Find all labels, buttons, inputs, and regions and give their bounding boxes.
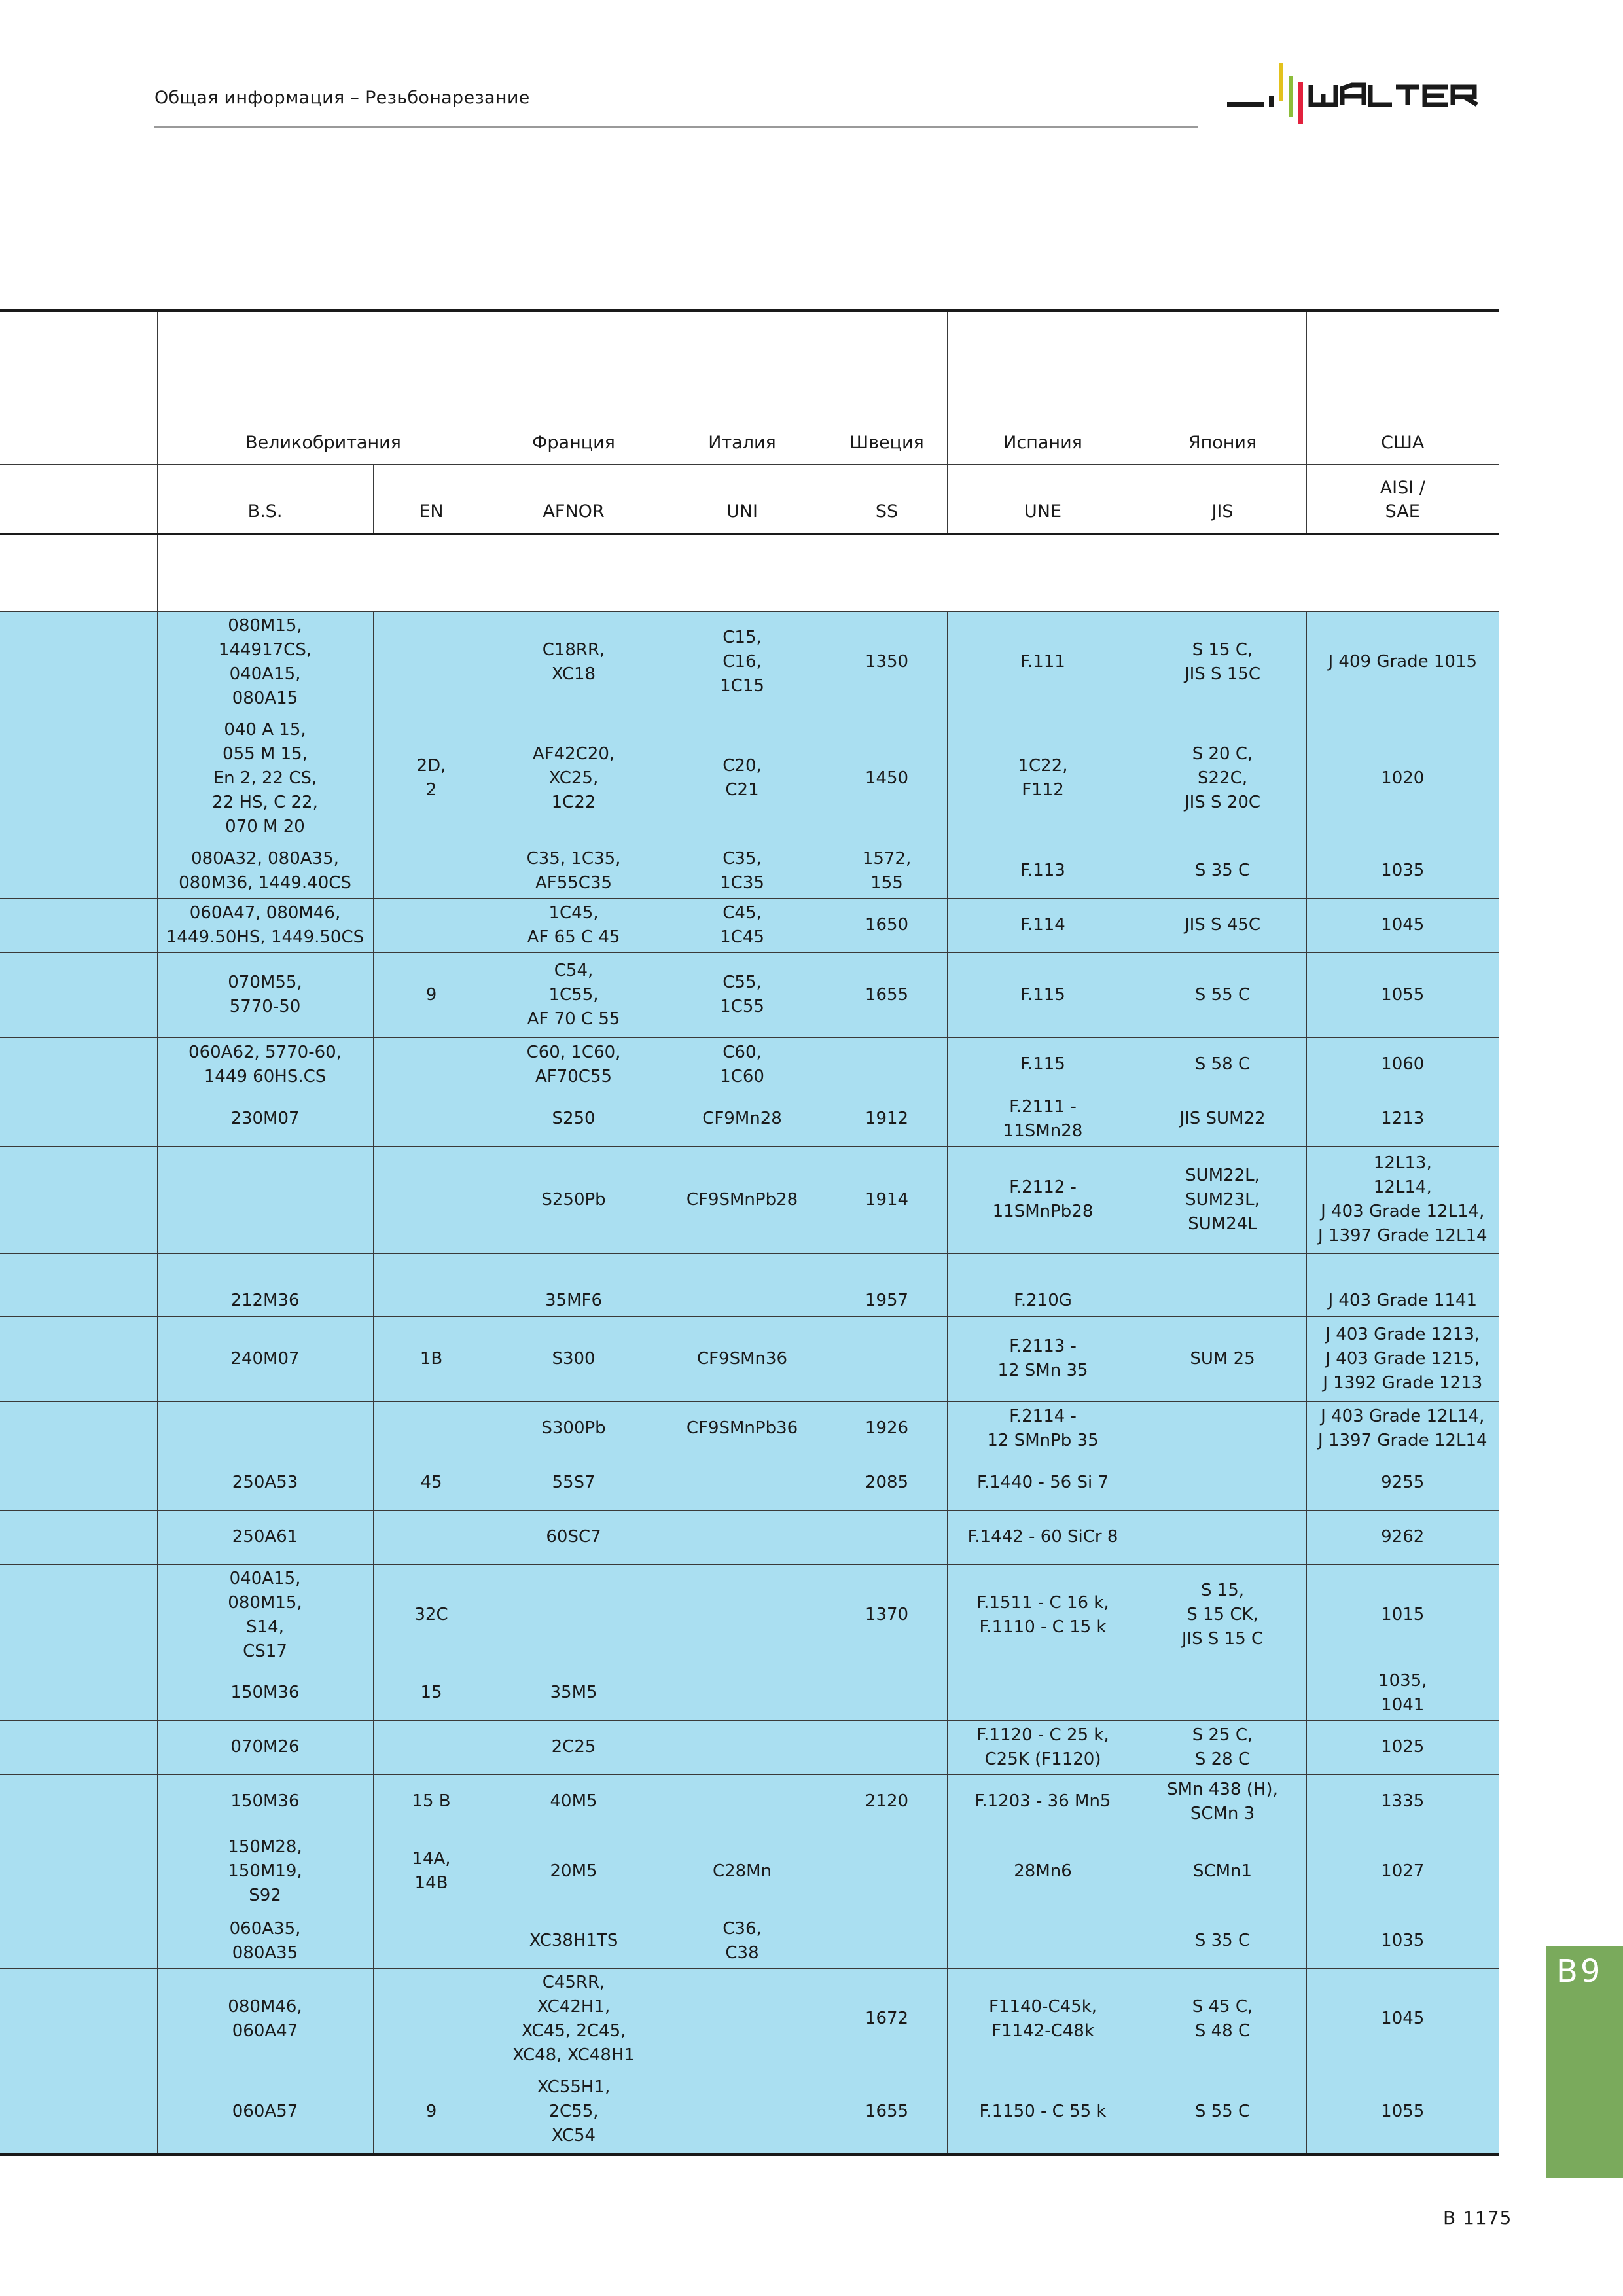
cell-uni: C28Mn [658, 1829, 827, 1914]
cell-jis [1139, 1666, 1306, 1720]
cell-aisi-sae: 1060 [1306, 1037, 1499, 1092]
cell-en: 9 [373, 952, 490, 1037]
cell-afnor: C35, 1C35, AF55C35 [490, 844, 658, 898]
cell-ss: 1655 [827, 952, 947, 1037]
code-ss: SS [827, 464, 947, 534]
cell-uni: C36, C38 [658, 1914, 827, 1968]
row-label-cell [0, 611, 157, 713]
table-row [0, 952, 1499, 1037]
cell-uni [658, 2070, 827, 2155]
table-row [0, 1285, 1499, 1316]
row-label-cell [0, 464, 157, 534]
cell-uni: CF9SMnPb36 [658, 1401, 827, 1456]
cell-aisi-sae: 1020 [1306, 713, 1499, 844]
cell-en [373, 1092, 490, 1146]
logo-green-bar [1289, 76, 1293, 117]
row-label-cell [0, 1401, 157, 1456]
cell-en [373, 1720, 490, 1774]
cell-ss: 1370 [827, 1564, 947, 1666]
table-row [0, 1666, 1499, 1720]
row-label-cell [0, 1316, 157, 1401]
row-label-cell [0, 1456, 157, 1510]
cell-bs: 080M15, 144917CS, 040A15, 080A15 [157, 611, 373, 713]
logo-letter-a [1342, 85, 1364, 105]
cell-aisi-sae: 1213 [1306, 1092, 1499, 1146]
cell-jis: SCMn1 [1139, 1829, 1306, 1914]
cell-afnor: C54, 1C55, AF 70 C 55 [490, 952, 658, 1037]
cell-bs: 040 A 15, 055 M 15, En 2, 22 CS, 22 HS, C 22, 070 M 20 [157, 713, 373, 844]
cell-une: F.1511 - C 16 k, F.1110 - C 15 k [947, 1564, 1139, 1666]
cell-uni: C20, C21 [658, 713, 827, 844]
cell-en: 14A, 14B [373, 1829, 490, 1914]
row-label-cell [0, 1829, 157, 1914]
table-row [0, 898, 1499, 952]
cell-uni [658, 1253, 827, 1285]
cell-afnor: 60SC7 [490, 1510, 658, 1564]
table-row [0, 1774, 1499, 1829]
cell-une: F1140-C45k, F1142-C48k [947, 1968, 1139, 2070]
row-label-cell [0, 1666, 157, 1720]
cell-en [373, 1510, 490, 1564]
cell-afnor: C45RR, XC42H1, XC45, 2C45, XC48, XC48H1 [490, 1968, 658, 2070]
cell-ss: 1672 [827, 1968, 947, 2070]
logo-letter-w [1311, 85, 1336, 105]
cell-jis [1139, 1253, 1306, 1285]
row-label-cell [0, 952, 157, 1037]
table-row [0, 1456, 1499, 1510]
cell-en [373, 1968, 490, 2070]
cell-bs: 150M28, 150M19, S92 [157, 1829, 373, 1914]
page-number: B 1175 [1443, 2207, 1512, 2229]
table-row [0, 2070, 1499, 2155]
row-label-cell [0, 310, 157, 464]
logo-wordmark [1311, 85, 1477, 105]
table-row [0, 1316, 1499, 1401]
cell-afnor: C60, 1C60, AF70C55 [490, 1037, 658, 1092]
cell-jis: S 55 C [1139, 2070, 1306, 2155]
cell-en: 15 B [373, 1774, 490, 1829]
cell-en: 1B [373, 1316, 490, 1401]
table-row [0, 713, 1499, 844]
cell-afnor: 20M5 [490, 1829, 658, 1914]
cell-jis: JIS S 45C [1139, 898, 1306, 952]
cell-en [373, 844, 490, 898]
cell-jis [1139, 1456, 1306, 1510]
table-row [0, 1401, 1499, 1456]
cell-une: F.1442 - 60 SiCr 8 [947, 1510, 1139, 1564]
standard-codes-row [0, 464, 1499, 534]
row-label-cell [0, 1037, 157, 1092]
cell-ss: 1650 [827, 898, 947, 952]
cell-en: 2D, 2 [373, 713, 490, 844]
walter-logo [1227, 58, 1502, 136]
cell-ss [827, 1037, 947, 1092]
cell-jis: S 15 C, JIS S 15C [1139, 611, 1306, 713]
cell-une: F.1203 - 36 Mn5 [947, 1774, 1139, 1829]
code-aisi-sae: AISI / SAE [1306, 464, 1499, 534]
cell-bs [157, 1146, 373, 1253]
cell-bs: 070M26 [157, 1720, 373, 1774]
cell-afnor: S300Pb [490, 1401, 658, 1456]
cell-une: F.1120 - C 25 k, C25K (F1120) [947, 1720, 1139, 1774]
cell-bs: 150M36 [157, 1774, 373, 1829]
cell-une [947, 1253, 1139, 1285]
header-divider [154, 126, 1198, 128]
cell-uni [658, 1510, 827, 1564]
row-label-cell [0, 1774, 157, 1829]
cell-une: F.114 [947, 898, 1139, 952]
cell-ss: 1350 [827, 611, 947, 713]
cell-afnor: 35MF6 [490, 1285, 658, 1316]
cell-en [373, 611, 490, 713]
cell-jis: SUM 25 [1139, 1316, 1306, 1401]
logo-red-bar [1298, 82, 1303, 124]
cell-bs: 230M07 [157, 1092, 373, 1146]
cell-jis: S 55 C [1139, 952, 1306, 1037]
cell-en [373, 1914, 490, 1968]
cell-afnor: 55S7 [490, 1456, 658, 1510]
cell-en [373, 1253, 490, 1285]
cell-une: F.1150 - C 55 k [947, 2070, 1139, 2155]
cell-ss: 1914 [827, 1146, 947, 1253]
cell-aisi-sae: 1055 [1306, 952, 1499, 1037]
row-label-cell [0, 2070, 157, 2155]
table-row [0, 1914, 1499, 1968]
cell-bs: 060A35, 080A35 [157, 1914, 373, 1968]
cell-afnor: 35M5 [490, 1666, 658, 1720]
row-label-cell [0, 898, 157, 952]
page-header-title: Общая информация – Резьбонарезание [154, 88, 530, 108]
cell-aisi-sae: J 403 Grade 12L14, J 1397 Grade 12L14 [1306, 1401, 1499, 1456]
cell-afnor: C18RR, XC18 [490, 611, 658, 713]
cell-afnor [490, 1253, 658, 1285]
cell-jis: S 15, S 15 CK, JIS S 15 C [1139, 1564, 1306, 1666]
code-uni: UNI [658, 464, 827, 534]
cell-bs [157, 1253, 373, 1285]
code-une: UNE [947, 464, 1139, 534]
cell-aisi-sae: J 409 Grade 1015 [1306, 611, 1499, 713]
cell-jis: S 35 C [1139, 1914, 1306, 1968]
cell-uni: C15, C16, 1C15 [658, 611, 827, 713]
cell-afnor [490, 1564, 658, 1666]
cell-aisi-sae: 1015 [1306, 1564, 1499, 1666]
code-bs: B.S. [157, 464, 373, 534]
cell-aisi-sae: 1045 [1306, 898, 1499, 952]
cell-jis: S 45 C, S 48 C [1139, 1968, 1306, 2070]
cell-uni [658, 1774, 827, 1829]
row-label-cell [0, 534, 157, 611]
cell-bs: 060A62, 5770-60, 1449 60HS.CS [157, 1037, 373, 1092]
row-label-cell [0, 1092, 157, 1146]
code-afnor: AFNOR [490, 464, 658, 534]
cell-uni [658, 1564, 827, 1666]
logo-short-bar [1269, 96, 1274, 107]
cell-uni: CF9Mn28 [658, 1092, 827, 1146]
code-en: EN [373, 464, 490, 534]
cell-une [947, 1666, 1139, 1720]
cell-une: F.2111 - 11SMn28 [947, 1092, 1139, 1146]
row-label-cell [0, 1914, 157, 1968]
row-label-cell [0, 844, 157, 898]
cell-bs [157, 1401, 373, 1456]
cell-ss [827, 1316, 947, 1401]
cell-une: F.2112 - 11SMnPb28 [947, 1146, 1139, 1253]
spacer-cell [157, 534, 1499, 611]
cell-aisi-sae: 1045 [1306, 1968, 1499, 2070]
cell-afnor: S300 [490, 1316, 658, 1401]
logo-letter-e [1425, 87, 1448, 105]
cell-bs: 212M36 [157, 1285, 373, 1316]
cell-uni: C45, 1C45 [658, 898, 827, 952]
cell-aisi-sae: 9255 [1306, 1456, 1499, 1510]
cell-en: 15 [373, 1666, 490, 1720]
table-row [0, 1037, 1499, 1092]
table-row [0, 1092, 1499, 1146]
cell-aisi-sae: 12L13, 12L14, J 403 Grade 12L14, J 1397 Grade 12L14 [1306, 1146, 1499, 1253]
logo-dash-bar [1227, 102, 1264, 107]
cell-jis [1139, 1510, 1306, 1564]
logo-yellow-bar [1279, 63, 1283, 101]
country-france: Франция [490, 310, 658, 464]
cell-uni: CF9SMn36 [658, 1316, 827, 1401]
table-row [0, 611, 1499, 713]
cell-afnor: XC55H1, 2C55, XC54 [490, 2070, 658, 2155]
cell-en: 9 [373, 2070, 490, 2155]
row-label-cell [0, 1285, 157, 1316]
cell-uni: C35, 1C35 [658, 844, 827, 898]
cell-ss: 1655 [827, 2070, 947, 2155]
cell-jis: JIS SUM22 [1139, 1092, 1306, 1146]
cell-afnor: 40M5 [490, 1774, 658, 1829]
country-uk: Великобритания [157, 310, 490, 464]
cell-bs: 080M46, 060A47 [157, 1968, 373, 2070]
cell-aisi-sae: 1055 [1306, 2070, 1499, 2155]
cell-ss: 1572, 155 [827, 844, 947, 898]
cell-aisi-sae: 1035 [1306, 1914, 1499, 1968]
cell-aisi-sae [1306, 1253, 1499, 1285]
cell-en [373, 1146, 490, 1253]
row-label-cell [0, 1564, 157, 1666]
cell-en: 45 [373, 1456, 490, 1510]
row-label-cell [0, 1146, 157, 1253]
cell-une: F.2113 - 12 SMn 35 [947, 1316, 1139, 1401]
table-row [0, 1146, 1499, 1253]
table-row [0, 1720, 1499, 1774]
logo-letter-r [1453, 87, 1477, 105]
cell-une [947, 1914, 1139, 1968]
cell-bs: 250A61 [157, 1510, 373, 1564]
cell-une: F.115 [947, 952, 1139, 1037]
cell-une: F.115 [947, 1037, 1139, 1092]
cell-ss: 2085 [827, 1456, 947, 1510]
cell-bs: 060A47, 080M46, 1449.50HS, 1449.50CS [157, 898, 373, 952]
country-usa: США [1306, 310, 1499, 464]
cell-bs: 080A32, 080A35, 080M36, 1449.40CS [157, 844, 373, 898]
cell-aisi-sae: J 403 Grade 1141 [1306, 1285, 1499, 1316]
cell-une: F.113 [947, 844, 1139, 898]
cell-jis: S 35 C [1139, 844, 1306, 898]
cell-une: 28Mn6 [947, 1829, 1139, 1914]
cell-afnor: 2C25 [490, 1720, 658, 1774]
row-label-cell [0, 1253, 157, 1285]
material-equivalents-table [0, 309, 1499, 2156]
table-row [0, 1510, 1499, 1564]
cell-afnor: S250Pb [490, 1146, 658, 1253]
logo-bars [1227, 63, 1303, 124]
country-spain: Испания [947, 310, 1139, 464]
cell-uni [658, 1968, 827, 2070]
cell-aisi-sae: 1025 [1306, 1720, 1499, 1774]
row-label-cell [0, 1720, 157, 1774]
cell-bs: 250A53 [157, 1456, 373, 1510]
cell-aisi-sae: 1335 [1306, 1774, 1499, 1829]
cell-jis: SMn 438 (H), SCMn 3 [1139, 1774, 1306, 1829]
cell-aisi-sae: 1027 [1306, 1829, 1499, 1914]
cell-afnor: AF42C20, XC25, 1C22 [490, 713, 658, 844]
cell-afnor: 1C45, AF 65 C 45 [490, 898, 658, 952]
country-japan: Япония [1139, 310, 1306, 464]
table-row [0, 1253, 1499, 1285]
cell-aisi-sae: 1035 [1306, 844, 1499, 898]
cell-en [373, 1401, 490, 1456]
cell-bs: 150M36 [157, 1666, 373, 1720]
logo-letter-t [1396, 87, 1419, 105]
cell-jis: SUM22L, SUM23L, SUM24L [1139, 1146, 1306, 1253]
cell-bs: 060A57 [157, 2070, 373, 2155]
cell-ss [827, 1914, 947, 1968]
cell-une: F.1440 - 56 Si 7 [947, 1456, 1139, 1510]
cell-uni: CF9SMnPb28 [658, 1146, 827, 1253]
cell-ss: 1912 [827, 1092, 947, 1146]
table-row [0, 844, 1499, 898]
chapter-tab-label: B9 [1556, 1953, 1603, 1990]
logo-letter-l [1370, 85, 1392, 105]
row-label-cell [0, 1510, 157, 1564]
cell-ss [827, 1720, 947, 1774]
table-row [0, 1564, 1499, 1666]
cell-ss: 1957 [827, 1285, 947, 1316]
cell-uni [658, 1666, 827, 1720]
cell-uni [658, 1720, 827, 1774]
cell-ss [827, 1666, 947, 1720]
cell-une: F.111 [947, 611, 1139, 713]
cell-jis: S 58 C [1139, 1037, 1306, 1092]
cell-en [373, 898, 490, 952]
spacer-row [0, 534, 1499, 611]
table-row [0, 1968, 1499, 2070]
cell-jis [1139, 1285, 1306, 1316]
chapter-tab [1546, 1946, 1623, 2178]
cell-ss [827, 1253, 947, 1285]
cell-aisi-sae: J 403 Grade 1213, J 403 Grade 1215, J 1392 Grade 1213 [1306, 1316, 1499, 1401]
cell-une: F.2114 - 12 SMnPb 35 [947, 1401, 1139, 1456]
country-italy: Италия [658, 310, 827, 464]
cell-en: 32C [373, 1564, 490, 1666]
cell-ss [827, 1510, 947, 1564]
cell-en [373, 1285, 490, 1316]
cell-en [373, 1037, 490, 1092]
cell-aisi-sae: 1035, 1041 [1306, 1666, 1499, 1720]
row-label-cell [0, 713, 157, 844]
cell-uni: C55, 1C55 [658, 952, 827, 1037]
country-header-row [0, 310, 1499, 464]
cell-bs: 070M55, 5770-50 [157, 952, 373, 1037]
cell-ss: 1926 [827, 1401, 947, 1456]
cell-uni [658, 1456, 827, 1510]
cell-afnor: S250 [490, 1092, 658, 1146]
cell-ss [827, 1829, 947, 1914]
cell-une: 1C22, F112 [947, 713, 1139, 844]
cell-bs: 040A15, 080M15, S14, CS17 [157, 1564, 373, 1666]
cell-afnor: XC38H1TS [490, 1914, 658, 1968]
cell-uni: C60, 1C60 [658, 1037, 827, 1092]
cell-une: F.210G [947, 1285, 1139, 1316]
cell-uni [658, 1285, 827, 1316]
country-sweden: Швеция [827, 310, 947, 464]
cell-jis: S 20 C, S22C, JIS S 20C [1139, 713, 1306, 844]
table-row [0, 1829, 1499, 1914]
cell-jis [1139, 1401, 1306, 1456]
cell-bs: 240M07 [157, 1316, 373, 1401]
row-label-cell [0, 1968, 157, 2070]
cell-ss: 2120 [827, 1774, 947, 1829]
cell-aisi-sae: 9262 [1306, 1510, 1499, 1564]
cell-ss: 1450 [827, 713, 947, 844]
code-jis: JIS [1139, 464, 1306, 534]
cell-jis: S 25 C, S 28 C [1139, 1720, 1306, 1774]
